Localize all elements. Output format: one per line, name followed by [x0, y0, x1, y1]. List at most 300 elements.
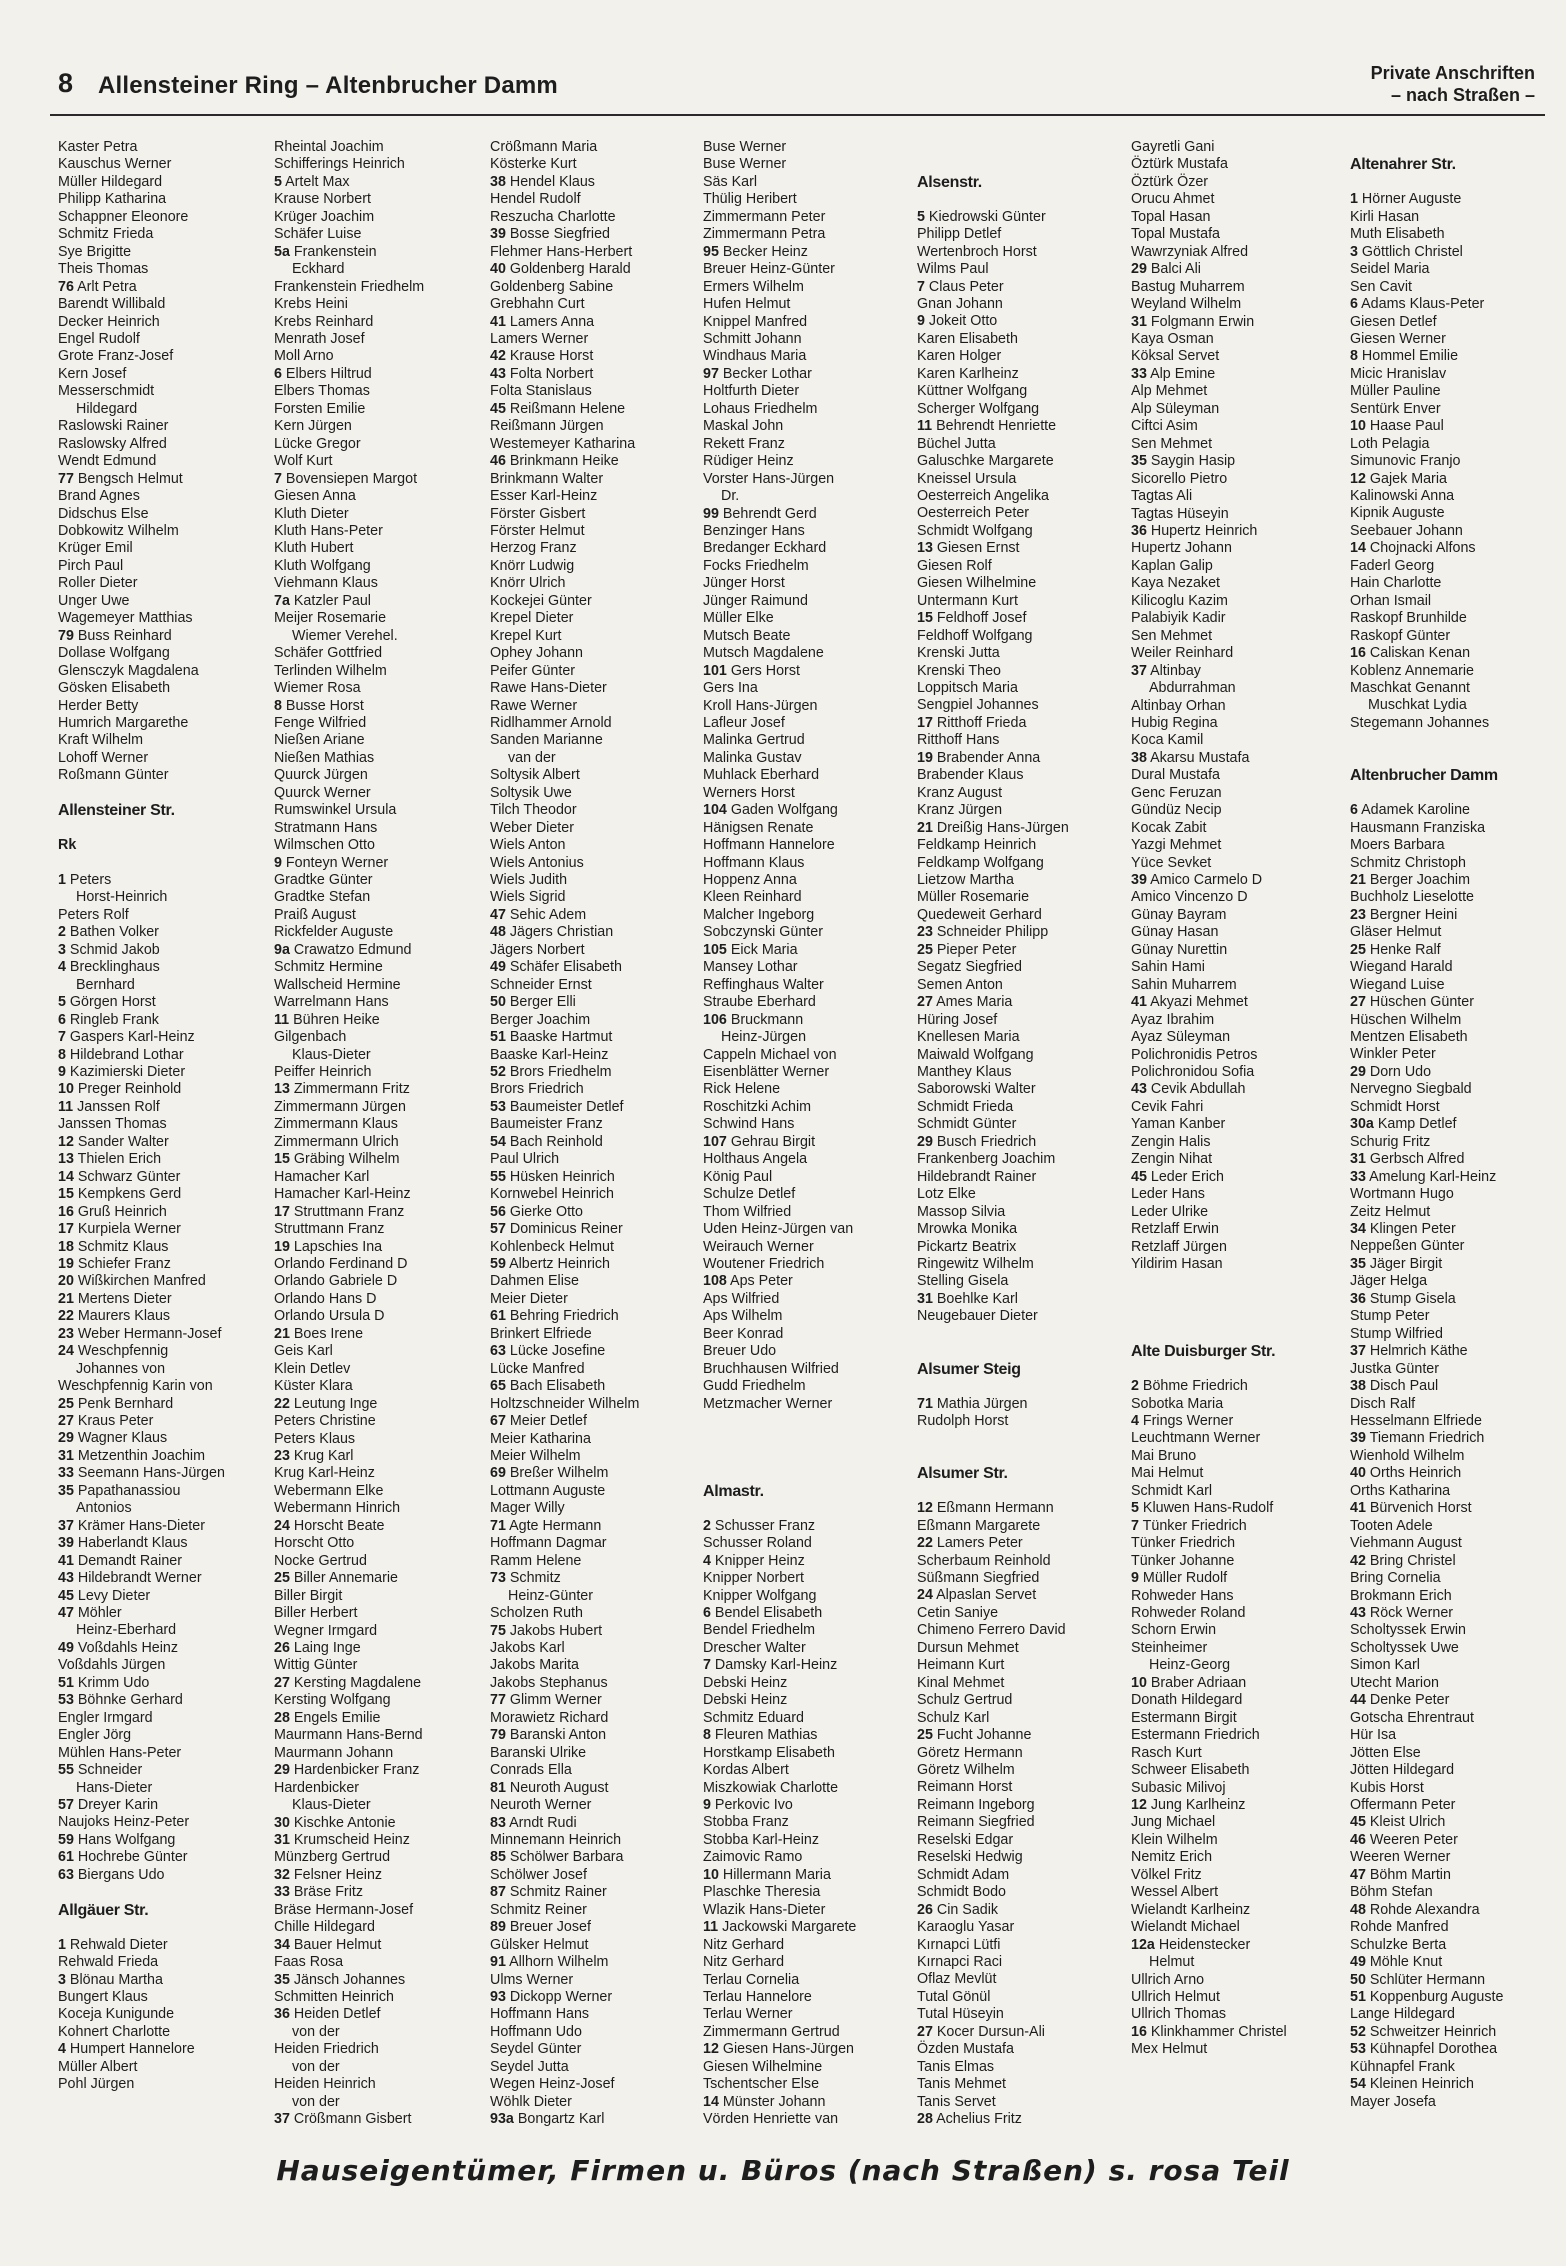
resident-entry: 8 Hildebrand Lothar	[58, 1046, 184, 1063]
resident-entry: Ramm Helene	[490, 1552, 582, 1569]
resident-entry: 10 Preger Reinhold	[58, 1081, 182, 1098]
resident-entry: 3 Schmid Jakob	[58, 941, 160, 958]
house-number: 33	[274, 1884, 290, 1901]
resident-entry: Karaoglu Yasar	[917, 1919, 1015, 1936]
resident-entry: Barendt Willibald	[58, 296, 166, 313]
house-number: 13	[274, 1081, 290, 1098]
resident-entry: 15 Feldhoff Josef	[917, 610, 1027, 627]
resident-entry: 49 Möhle Knut	[1350, 1954, 1443, 1971]
spacer	[1131, 1291, 1341, 1308]
house-number: 4	[58, 2041, 66, 2058]
house-number: 9	[58, 1063, 66, 1080]
resident-entry: Kaster Petra	[58, 139, 138, 155]
resident-entry: Dural Mustafa	[1131, 767, 1220, 784]
resident-entry: Hoffmann Dagmar	[490, 1535, 607, 1552]
resident-entry: Biller Herbert	[274, 1605, 358, 1622]
resident-entry: Kilicoglu Kazim	[1131, 592, 1228, 609]
house-number: 41	[58, 1552, 74, 1569]
resident-entry: 51 Baaske Hartmut	[490, 1029, 613, 1046]
resident-entry: Polichronidis Petros	[1131, 1046, 1258, 1063]
resident-entry: 6 Bendel Elisabeth	[703, 1604, 823, 1621]
house-number: 15	[917, 610, 933, 627]
resident-entry: Wilmschen Otto	[274, 837, 375, 854]
house-number: 7	[58, 1029, 66, 1046]
resident-entry: 59 Hans Wolfgang	[58, 1831, 176, 1848]
resident-entry: 21 Dreißig Hans-Jürgen	[917, 819, 1069, 836]
resident-entry: 17 Struttmann Franz	[274, 1203, 405, 1220]
resident-entry: 37 Altinbay	[1131, 662, 1201, 679]
resident-entry: 55 Schneider	[58, 1762, 143, 1779]
resident-entry: Westemeyer Katharina	[490, 435, 636, 452]
resident-entry: Pirch Paul	[58, 557, 124, 574]
resident-entry: Wolf Kurt	[274, 453, 333, 470]
resident-entry: 25 Henke Ralf	[1350, 941, 1441, 958]
resident-entry: Zimmermann Klaus	[274, 1116, 398, 1133]
resident-entry: 15 Gräbing Wilhelm	[274, 1151, 400, 1168]
resident-entry: Küster Klara	[274, 1378, 353, 1395]
resident-entry: Nocke Gertrud	[274, 1552, 367, 1569]
resident-entry: Reselski Edgar	[917, 1831, 1014, 1848]
resident-entry: Wielandt Michael	[1131, 1919, 1240, 1936]
house-number: 25	[917, 1727, 933, 1744]
resident-entry: 6 Ringleb Frank	[58, 1011, 159, 1028]
resident-entry: Schulzke Berta	[1350, 1936, 1447, 1953]
resident-entry: Karen Holger	[917, 348, 1002, 365]
resident-entry: 27 Kersting Magdalene	[274, 1674, 422, 1691]
house-number: 26	[274, 1639, 290, 1656]
resident-entry: 24 Horscht Beate	[274, 1517, 385, 1534]
resident-entry: Yüce Sevket	[1131, 854, 1212, 871]
resident-entry: Faderl Georg	[1350, 557, 1435, 574]
resident-entry: Seebauer Johann	[1350, 522, 1463, 539]
house-number: 14	[1350, 540, 1366, 557]
resident-entry: 67 Meier Detlef	[490, 1413, 587, 1430]
resident-entry: Weeren Werner	[1350, 1849, 1451, 1866]
resident-entry: Dollase Wolfgang	[58, 645, 170, 662]
house-number: 67	[490, 1413, 506, 1430]
resident-entry: Focks Friedhelm	[703, 557, 809, 574]
resident-entry: Peiffer Heinrich	[274, 1064, 372, 1081]
resident-entry: Schmitz Christoph	[1350, 854, 1467, 871]
spacer	[1350, 750, 1550, 767]
resident-entry: Polichronidou Sofia	[1131, 1064, 1255, 1081]
resident-entry: Krüger Emil	[58, 540, 133, 557]
spacer	[917, 1430, 1127, 1447]
resident-entry: Frankenberg Joachim	[917, 1151, 1056, 1168]
resident-entry: Feldhoff Wolfgang	[917, 627, 1033, 644]
resident-entry: 12 Gajek Maria	[1350, 470, 1447, 487]
resident-entry: Lücke Manfred	[490, 1360, 585, 1377]
resident-entry: Meijer Rosemarie	[274, 610, 387, 627]
house-number: 23	[274, 1447, 290, 1464]
resident-entry: 48 Jägers Christian	[490, 924, 614, 941]
resident-entry: Schmidt Günter	[917, 1116, 1017, 1133]
house-number: 29	[274, 1762, 290, 1779]
resident-entry: Bastug Muharrem	[1131, 278, 1245, 295]
resident-entry: Cevik Fahri	[1131, 1098, 1204, 1115]
house-number: 69	[490, 1465, 506, 1482]
resident-entry: Theis Thomas	[58, 261, 149, 278]
resident-entry: Vorster Hans-Jürgen	[703, 470, 835, 487]
house-number: 27	[917, 2023, 933, 2040]
resident-entry: Donath Hildegard	[1131, 1692, 1243, 1709]
house-number: 83	[490, 1814, 506, 1831]
house-number: 95	[703, 243, 719, 260]
house-number: 6	[1350, 802, 1358, 819]
resident-entry: Hufen Helmut	[703, 296, 791, 313]
house-number: 42	[1350, 1552, 1366, 1569]
resident-entry: Manthey Klaus	[917, 1063, 1012, 1080]
resident-entry: 14 Chojnacki Alfons	[1350, 540, 1476, 557]
resident-entry: Oesterreich Angelika	[917, 488, 1049, 505]
resident-entry: Wendt Edmund	[58, 453, 157, 470]
resident-entry: 17 Ritthoff Frieda	[917, 714, 1027, 731]
resident-entry: Ciftci Asim	[1131, 418, 1198, 435]
resident-entry: von der	[292, 2023, 340, 2040]
resident-entry: Schurig Fritz	[1350, 1133, 1431, 1150]
resident-entry: Antonios	[76, 1500, 132, 1517]
house-number: 9	[1131, 1570, 1139, 1587]
resident-entry: 54 Kleinen Heinrich	[1350, 2076, 1474, 2093]
resident-entry: Küttner Wolfgang	[917, 383, 1028, 400]
house-number: 11	[917, 418, 933, 435]
spacer	[917, 1378, 1127, 1395]
resident-entry: Wawrzyniak Alfred	[1131, 243, 1249, 260]
house-number: 9	[274, 854, 282, 871]
house-number: 7	[274, 470, 282, 487]
resident-entry: Werners Horst	[703, 784, 795, 801]
resident-entry: Müller Albert	[58, 2058, 138, 2075]
house-number: 35	[274, 1971, 290, 1988]
house-number: 15	[274, 1151, 290, 1168]
resident-entry: Zeitz Helmut	[1350, 1203, 1431, 1220]
resident-entry: Wertenbroch Horst	[917, 243, 1037, 260]
resident-entry: 95 Becker Heinz	[703, 243, 808, 260]
resident-entry: Giesen Anna	[274, 488, 356, 505]
resident-entry: Kraft Wilhelm	[58, 732, 143, 749]
resident-entry: Giesen Wilhelmine	[703, 2058, 823, 2075]
house-number: 101	[703, 662, 727, 679]
resident-entry: Reimann Horst	[917, 1779, 1013, 1796]
resident-entry: 39 Tiemann Friedrich	[1350, 1430, 1485, 1447]
resident-entry: Peters Christine	[274, 1413, 376, 1430]
resident-entry: Altinbay Orhan	[1131, 697, 1226, 714]
spacer	[58, 820, 268, 837]
house-number: 36	[1131, 522, 1147, 539]
resident-entry: Knörr Ludwig	[490, 557, 575, 574]
resident-entry: Faas Rosa	[274, 1954, 344, 1971]
resident-entry: Zimmermann Peter	[703, 208, 826, 225]
resident-entry: Kösterke Kurt	[490, 156, 577, 173]
resident-entry: Moll Arno	[274, 348, 334, 365]
resident-entry: Gnan Johann	[917, 296, 1003, 313]
spacer	[703, 1431, 913, 1448]
resident-entry: Ophey Johann	[490, 645, 583, 662]
resident-entry: Wöhlk Dieter	[490, 2093, 572, 2110]
resident-entry: 27 Hüschen Günter	[1350, 994, 1474, 1011]
resident-entry: 73 Schmitz	[490, 1570, 561, 1587]
resident-entry: 106 Bruckmann	[703, 1011, 804, 1028]
house-number: 8	[1350, 348, 1358, 365]
resident-entry: 40 Orths Heinrich	[1350, 1465, 1462, 1482]
resident-entry: 39 Bosse Siegfried	[490, 226, 611, 243]
house-number: 39	[58, 1535, 74, 1552]
resident-entry: 27 Ames Maria	[917, 994, 1013, 1011]
resident-entry: Hänigsen Renate	[703, 819, 814, 836]
house-number: 35	[1131, 453, 1147, 470]
spacer	[703, 1500, 913, 1517]
resident-entry: 12 Jung Karlheinz	[1131, 1796, 1246, 1813]
house-number: 11	[703, 1919, 719, 1936]
resident-entry: Nemitz Erich	[1131, 1849, 1213, 1866]
resident-entry: 34 Klingen Peter	[1350, 1221, 1456, 1238]
resident-entry: 39 Amico Carmelo D	[1131, 872, 1263, 889]
house-number: 21	[917, 819, 933, 836]
resident-entry: Estermann Friedrich	[1131, 1727, 1260, 1744]
resident-entry: Crößmann Maria	[490, 139, 598, 155]
resident-entry: Galuschke Margarete	[917, 453, 1054, 470]
resident-entry: 12 Eßmann Hermann	[917, 1500, 1054, 1517]
listing-column-6	[1131, 139, 1341, 2059]
resident-entry: 23 Krug Karl	[274, 1447, 354, 1464]
resident-entry: Bendel Friedhelm	[703, 1622, 816, 1639]
resident-entry: Engel Rudolf	[58, 330, 140, 347]
resident-entry: Kohlenbeck Helmut	[490, 1238, 614, 1255]
house-number: 7	[703, 1657, 711, 1674]
resident-entry: Maschkat Genannt	[1350, 680, 1471, 697]
resident-entry: Unger Uwe	[58, 592, 130, 609]
house-number: 3	[1350, 243, 1358, 260]
resident-entry: Messerschmidt	[58, 383, 155, 400]
resident-entry: Sahin Muharrem	[1131, 976, 1237, 993]
resident-entry: 5 Kluwen Hans-Rudolf	[1131, 1500, 1274, 1517]
street-heading: Almastr.	[703, 1482, 764, 1500]
street-heading: Allensteiner Str.	[58, 802, 175, 820]
resident-entry: 47 Sehic Adem	[490, 906, 587, 923]
resident-entry: Kocak Zabit	[1131, 819, 1207, 836]
resident-entry: 6 Adams Klaus-Peter	[1350, 296, 1485, 313]
resident-entry: 19 Brabender Anna	[917, 749, 1041, 766]
resident-entry: Reszucha Charlotte	[490, 208, 616, 225]
header-divider	[50, 114, 1545, 116]
house-number: 57	[58, 1797, 74, 1813]
resident-entry: 35 Papathanassiou	[58, 1482, 181, 1499]
resident-entry: Wiegand Luise	[1350, 976, 1445, 993]
resident-entry: Subasic Milivoj	[1131, 1779, 1226, 1796]
section-label-line2: – nach Straßen –	[1390, 85, 1535, 105]
house-number: 12	[58, 1133, 74, 1150]
house-number: 25	[274, 1570, 290, 1587]
resident-entry: Herzog Franz	[490, 540, 577, 557]
resident-entry: 8 Fleuren Mathias	[703, 1727, 818, 1744]
resident-entry: Bruchhausen Wilfried	[703, 1360, 839, 1377]
resident-entry: Zimmermann Jürgen	[274, 1098, 406, 1115]
resident-entry: Kersting Wolfgang	[274, 1692, 391, 1709]
resident-entry: Raskopf Günter	[1350, 627, 1451, 644]
house-number: 37	[274, 2111, 290, 2128]
house-number: 25	[917, 941, 933, 958]
house-number: 53	[1350, 2041, 1366, 2058]
section-marker: Rk	[58, 837, 77, 854]
resident-entry: 12 Sander Walter	[58, 1133, 169, 1150]
resident-entry: 54 Bach Reinhold	[490, 1133, 603, 1150]
resident-entry: Koblenz Annemarie	[1350, 662, 1474, 679]
resident-entry: Lottmann Auguste	[490, 1482, 606, 1499]
resident-entry: Wiels Judith	[490, 872, 568, 889]
house-number: 41	[490, 313, 506, 330]
house-number: 38	[1131, 749, 1147, 766]
resident-entry: Aps Wilhelm	[703, 1308, 783, 1325]
resident-entry: Kinal Mehmet	[917, 1674, 1005, 1691]
resident-entry: 69 Breßer Wilhelm	[490, 1465, 609, 1482]
resident-entry: Scholzen Ruth	[490, 1605, 583, 1622]
resident-entry: Herder Betty	[58, 697, 139, 714]
spacer	[703, 1465, 913, 1482]
resident-entry: Schmidt Karl	[1131, 1482, 1213, 1499]
resident-entry: Retzlaff Jürgen	[1131, 1238, 1227, 1255]
resident-entry: 61 Behring Friedrich	[490, 1308, 619, 1325]
resident-entry: Drescher Walter	[703, 1639, 806, 1656]
house-number: 31	[274, 1831, 290, 1848]
resident-entry: Hüring Josef	[917, 1011, 998, 1028]
resident-entry: Grote Franz-Josef	[58, 348, 174, 365]
house-number: 76	[58, 278, 74, 295]
resident-entry: Hoppenz Anna	[703, 872, 797, 889]
resident-entry: Orhan Ismail	[1350, 592, 1432, 609]
resident-entry: Orlando Ferdinand D	[274, 1256, 408, 1272]
house-number: 21	[1350, 871, 1366, 888]
resident-entry: Mrowka Monika	[917, 1221, 1018, 1238]
house-number: 45	[58, 1587, 74, 1604]
resident-entry: Nießen Mathias	[274, 749, 375, 766]
resident-entry: Dr.	[721, 488, 740, 505]
resident-entry: 52 Brors Friedhelm	[490, 1064, 612, 1081]
listing-column-5	[917, 139, 1127, 2129]
resident-entry: Günay Bayram	[1131, 906, 1227, 923]
resident-entry: Roßmann Günter	[58, 767, 169, 784]
resident-entry: Stump Wilfried	[1350, 1325, 1443, 1342]
house-number: 5	[917, 208, 925, 225]
resident-entry: Ullrich Helmut	[1131, 1988, 1220, 2005]
resident-entry: Pickartz Beatrix	[917, 1238, 1017, 1255]
resident-entry: Heiden Heinrich	[274, 2076, 376, 2093]
resident-entry: 9 Müller Rudolf	[1131, 1570, 1228, 1587]
resident-entry: Voßdahls Jürgen	[58, 1657, 166, 1674]
house-number: 6	[274, 365, 282, 382]
resident-entry: Mutsch Magdalene	[703, 645, 824, 662]
resident-entry: 41 Demandt Rainer	[58, 1552, 182, 1569]
resident-entry: Tanis Mehmet	[917, 2076, 1006, 2093]
resident-entry: 22 Maurers Klaus	[58, 1308, 171, 1325]
resident-entry: Meier Wilhelm	[490, 1447, 581, 1464]
footer-note: Hauseigentümer, Firmen u. Büros (nach Straßen) s. rosa Teil	[276, 2154, 1290, 2187]
resident-entry: Weirauch Werner	[703, 1238, 814, 1255]
resident-entry: Maskal John	[703, 418, 784, 435]
resident-entry: Buse Werner	[703, 139, 787, 155]
resident-entry: Frankenstein Friedhelm	[274, 278, 425, 295]
resident-entry: Buchholz Lieselotte	[1350, 889, 1474, 906]
resident-entry: Rohde Manfred	[1350, 1919, 1449, 1936]
resident-entry: Hoffmann Hans	[490, 2006, 590, 2023]
resident-entry: 87 Schmitz Rainer	[490, 1884, 607, 1901]
resident-entry: Oflaz Mevlüt	[917, 1971, 997, 1988]
resident-entry: Rasch Kurt	[1131, 1744, 1202, 1761]
resident-entry: Mutsch Beate	[703, 627, 791, 644]
house-number: 47	[490, 906, 506, 923]
resident-entry: Retzlaff Erwin	[1131, 1221, 1219, 1238]
resident-entry: Wilms Paul	[917, 261, 989, 278]
resident-entry: Wiegand Harald	[1350, 959, 1453, 976]
resident-entry: Mayer Josefa	[1350, 2093, 1436, 2110]
spacer	[1350, 174, 1550, 191]
resident-entry: 21 Berger Joachim	[1350, 871, 1470, 888]
resident-entry: Tanis Servet	[917, 2093, 996, 2110]
resident-entry: Zimmermann Ulrich	[274, 1133, 399, 1150]
resident-entry: Seidel Maria	[1350, 261, 1430, 278]
resident-entry: 63 Biergans Udo	[58, 1866, 165, 1883]
house-number: 41	[1350, 1500, 1366, 1517]
resident-entry: Eisenblätter Werner	[703, 1064, 830, 1081]
house-number: 91	[490, 1954, 506, 1971]
resident-entry: Quurck Werner	[274, 784, 371, 801]
resident-entry: Kordas Albert	[703, 1762, 789, 1779]
resident-entry: Rudolph Horst	[917, 1412, 1009, 1429]
resident-entry: 25 Fucht Johanne	[917, 1727, 1032, 1744]
resident-entry: Dursun Mehmet	[917, 1639, 1019, 1656]
resident-entry: Wiemer Verehel.	[292, 627, 398, 644]
resident-entry: 25 Penk Bernhard	[58, 1395, 174, 1412]
resident-entry: Zimmermann Petra	[703, 226, 826, 243]
house-number: 61	[490, 1308, 506, 1325]
house-number: 77	[58, 470, 74, 487]
resident-entry: Winkler Peter	[1350, 1046, 1436, 1063]
resident-entry: Krenski Jutta	[917, 645, 1000, 662]
house-number: 36	[1350, 1290, 1366, 1307]
resident-entry: Rickfelder Auguste	[274, 924, 394, 941]
house-number: 36	[274, 2006, 290, 2023]
resident-entry: Orlando Hans D	[274, 1290, 377, 1307]
resident-entry: Topal Hasan	[1131, 208, 1211, 225]
resident-entry: Tschentscher Else	[703, 2076, 820, 2093]
resident-entry: Raslowsky Alfred	[58, 435, 167, 452]
resident-entry: Knellesen Maria	[917, 1029, 1020, 1046]
spacer	[58, 855, 268, 872]
resident-entry: Horst-Heinrich	[76, 889, 168, 906]
spacer	[1131, 1326, 1341, 1343]
house-number: 25	[58, 1395, 74, 1412]
house-number: 5	[58, 994, 66, 1011]
resident-entry: Disch Ralf	[1350, 1395, 1416, 1412]
house-number: 108	[703, 1273, 727, 1290]
resident-entry: Windhaus Maria	[703, 348, 807, 365]
resident-entry: Jakobs Stephanus	[490, 1674, 608, 1691]
resident-entry: Völkel Fritz	[1131, 1866, 1202, 1883]
house-number: 5a	[274, 243, 290, 260]
house-number: 49	[1350, 1954, 1366, 1971]
resident-entry: 6 Elbers Hiltrud	[274, 365, 372, 382]
house-number: 22	[274, 1395, 290, 1412]
house-number: 31	[1350, 1151, 1366, 1168]
house-number: 53	[490, 1098, 506, 1115]
resident-entry: Krüger Joachim	[274, 208, 375, 225]
resident-entry: Raslowski Rainer	[58, 418, 169, 435]
resident-entry: Scherger Wolfgang	[917, 400, 1040, 417]
resident-entry: Malcher Ingeborg	[703, 906, 815, 923]
resident-entry: Schusser Roland	[703, 1535, 812, 1552]
house-number: 12	[1350, 470, 1366, 487]
house-number: 1	[58, 871, 66, 888]
resident-entry: 24 Weschpfennig	[58, 1343, 169, 1360]
